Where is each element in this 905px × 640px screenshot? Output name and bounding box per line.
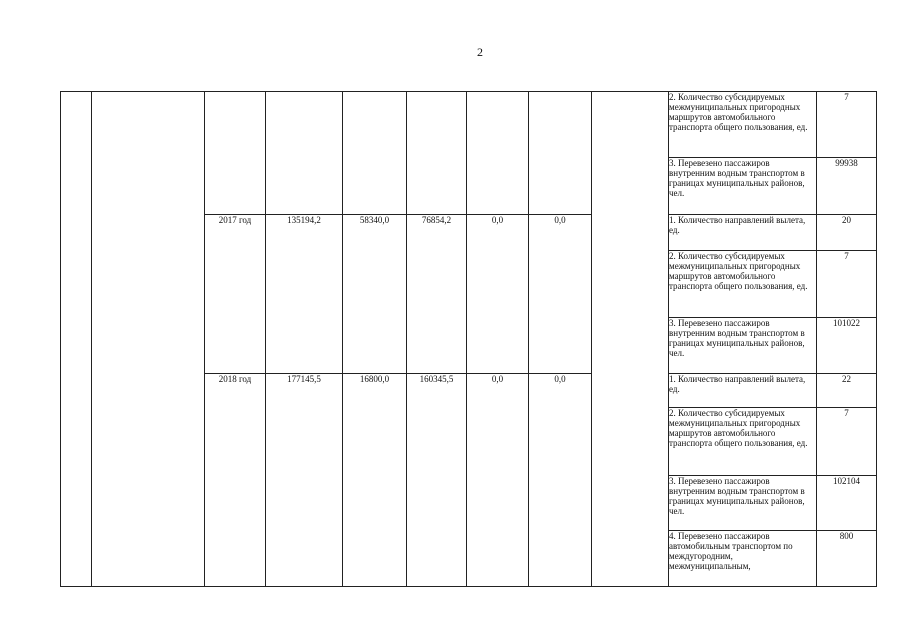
year-cell: 2018 год (205, 374, 266, 587)
year-cell (205, 92, 266, 215)
page-number: 2 (477, 45, 483, 59)
local-cell: 0,0 (467, 215, 529, 374)
local-cell: 0,0 (467, 374, 529, 587)
name-cell (92, 92, 205, 587)
total-cell (266, 92, 343, 215)
indicator-cell: 1. Количество направлений вылета, ед. (669, 215, 817, 251)
total-cell: 177145,5 (266, 374, 343, 587)
indicator-cell: 1. Количество направлений вылета, ед. (669, 374, 817, 408)
indicator-cell: 2. Количество субсидируемых межмуниципальных пригородных маршрутов автомобильного транспорта общего пользования, ед. (669, 251, 817, 318)
local-cell (467, 92, 529, 215)
number-cell (61, 92, 92, 587)
indicator-value: 7 (817, 92, 877, 158)
regional-cell: 160345,5 (407, 374, 467, 587)
indicator-value: 7 (817, 408, 877, 476)
indicator-value: 20 (817, 215, 877, 251)
other-cell: 0,0 (529, 374, 592, 587)
indicator-value: 800 (817, 531, 877, 587)
executor-cell (592, 92, 669, 587)
federal-cell: 16800,0 (343, 374, 407, 587)
indicator-value: 99938 (817, 158, 877, 215)
federal-cell: 58340,0 (343, 215, 407, 374)
indicator-cell: 3. Перевезено пассажиров внутренним водным транспортом в границах муниципальных районов, чел. (669, 158, 817, 215)
table-row (61, 92, 877, 158)
total-cell: 135194,2 (266, 215, 343, 374)
federal-cell (343, 92, 407, 215)
indicator-cell: 2. Количество субсидируемых межмуниципальных пригородных маршрутов автомобильного транспорта общего пользования, ед. (669, 92, 817, 158)
indicator-cell: 3. Перевезено пассажиров внутренним водным транспортом в границах муниципальных районов, чел. (669, 476, 817, 531)
indicator-value: 102104 (817, 476, 877, 531)
regional-cell (407, 92, 467, 215)
indicator-value: 101022 (817, 318, 877, 374)
year-cell: 2017 год (205, 215, 266, 374)
regional-cell: 76854,2 (407, 215, 467, 374)
indicator-cell: 2. Количество субсидируемых межмуниципальных пригородных маршрутов автомобильного транспорта общего пользования, ед. (669, 408, 817, 476)
indicator-value: 7 (817, 251, 877, 318)
indicator-cell: 4. Перевезено пассажиров автомобильным транспортом по междугородним, межмуниципальным, (669, 531, 817, 587)
other-cell (529, 92, 592, 215)
indicator-value: 22 (817, 374, 877, 408)
indicator-cell: 3. Перевезено пассажиров внутренним водным транспортом в границах муниципальных районов, чел. (669, 318, 817, 374)
other-cell: 0,0 (529, 215, 592, 374)
budget-table (60, 91, 877, 587)
